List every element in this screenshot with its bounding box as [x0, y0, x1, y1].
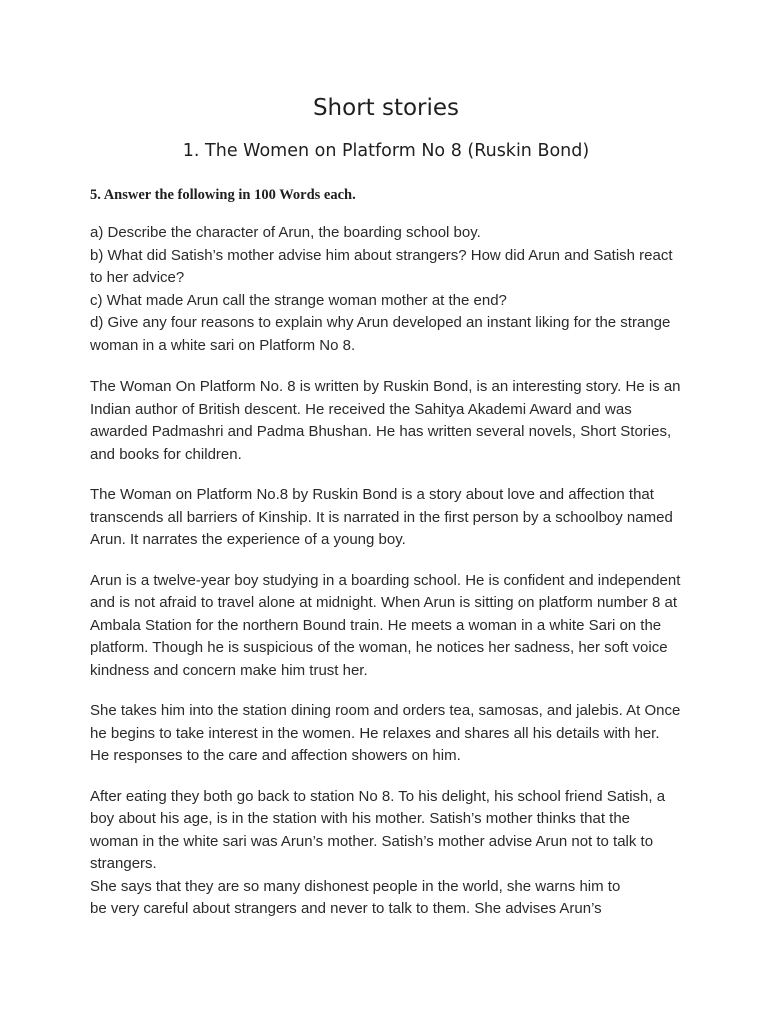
document-page [90, 92, 682, 921]
paragraph-text: The Woman on Platform No.8 by Ruskin Bond is a story about love and affection that transcends all barriers of Kinship. It is narrated in the first person by a schoolboy named Arun. It narrates the experience of a young boy. [90, 486, 673, 548]
paragraph-satish [90, 786, 682, 921]
question-a: a) Describe the character of Arun, the boarding school boy. [90, 224, 481, 241]
page-title: Short stories [312, 95, 460, 121]
paragraph-text: She takes him into the station dining room and orders tea, samosas, and jalebis. At Once he begins to take interest in the women. He relaxes and shares all his details with her. He responses to the care and affection showers on him. [90, 702, 681, 764]
paragraph-arun [90, 570, 682, 683]
paragraph-line: She says that they are so many dishonest people in the world, she warns him to [90, 877, 621, 895]
question-instruction: 5. Answer the following in 100 Words each. [90, 187, 356, 203]
paragraph-text: The Woman On Platform No. 8 is written by Ruskin Bond, is an interesting story. He is an Indian author of British descent. He received the Sahitya Akademi Award and was awarded Padmashri and Padma Bhushan. He has written several novels, Short Stories, and books for children. [90, 378, 681, 463]
question-c: c) What made Arun call the strange woman mother at the end? [90, 291, 507, 309]
question-b: b) What did Satish’s mother advise him about strangers? How did Arun and Satish react to her advice? [90, 246, 673, 286]
question-d: d) Give any four reasons to explain why Arun developed an instant liking for the strange woman in a white sari on Platform No 8. [90, 314, 671, 354]
paragraph-author [90, 376, 682, 466]
paragraph-text: After eating they both go back to station No 8. To his delight, his school friend Satish, a boy about his age, is in the station with his mother. Satish’s mother thinks that the woman in the white sari was Arun’s mother. Satish’s mother advise Arun not to talk to strangers. [90, 787, 666, 872]
story-title: 1. The Women on Platform No 8 (Ruskin Bond) [182, 141, 590, 161]
question-list [90, 222, 682, 357]
paragraph-line: be very careful about strangers and never to talk to them. She advises Arun’s [90, 900, 602, 917]
paragraph-text: Arun is a twelve-year boy studying in a boarding school. He is confident and independent and is not afraid to travel alone at midnight. When Arun is sitting on platform number 8 at Ambala Station for the northern Bound train. He meets a woman in a white Sari on the platform. Though he is suspicious of the woman, he notices her sadness, her soft voice kindness and concern make him trust her. [90, 571, 681, 679]
paragraph-dining-room [90, 700, 682, 768]
paragraph-summary [90, 484, 682, 552]
